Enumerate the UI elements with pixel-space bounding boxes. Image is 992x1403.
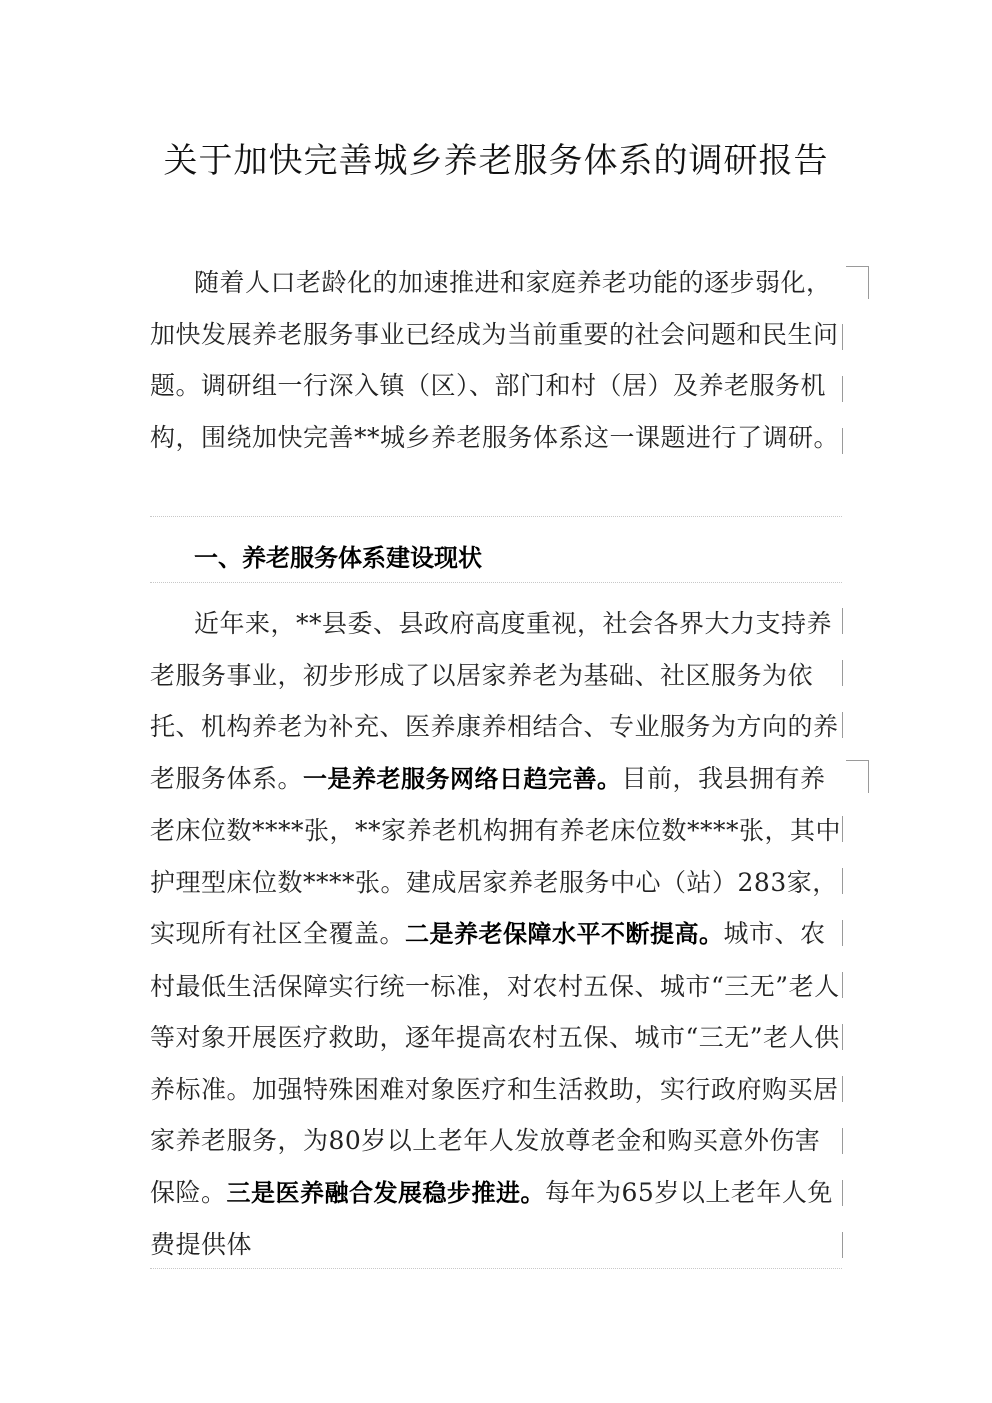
body-text: 每年为65岁以上老年人免费提供体 <box>150 1177 833 1259</box>
margin-bar <box>842 972 843 998</box>
divider <box>150 1268 842 1269</box>
section-paragraph <box>150 598 842 1271</box>
divider <box>150 516 842 517</box>
margin-bar <box>842 1180 843 1206</box>
margin-bar <box>842 712 843 738</box>
body-text: 城市、农村最低生活保障实行统一标准，对农村五保、城市“三无”老人等对象开展医疗救助，逐年提高农村五保、城市“三无”老人供养标准。加强特殊困难对象医疗和生活救助，实行政府购买居家养老服务，为80岁以上老年人发放尊老金和购买意外伤害保险。 <box>150 919 840 1207</box>
margin-bar <box>842 1232 843 1258</box>
bold-point-3: 三是医养融合发展稳步推进。 <box>226 1178 546 1207</box>
intro-paragraph <box>150 257 842 463</box>
bold-point-1: 一是养老服务网络日趋完善。 <box>303 764 622 793</box>
margin-bar <box>842 324 843 350</box>
body-text: 目前，我县拥有养老床位数****张，**家养老机构拥有养老床位数****张，其中护理型床位数****张。建成居家养老服务中心（站）283家，实现所有社区全覆盖。 <box>150 763 842 948</box>
margin-bar <box>842 608 843 634</box>
intro-text: 随着人口老龄化的加速推进和家庭养老功能的逐步弱化，加快发展养老服务事业已经成为当前重要的社会问题和民生问题。调研组一行深入镇（区）、部门和村（居）及养老服务机构，围绕加快完善**城乡养老服务体系这一课题进行了调研。 <box>150 268 840 452</box>
margin-bar <box>842 428 843 454</box>
margin-bar <box>842 660 843 686</box>
margin-bar <box>842 816 843 842</box>
section-heading: 一、养老服务体系建设现状 <box>194 544 482 572</box>
margin-bar <box>842 376 843 402</box>
margin-corner-mark <box>846 760 869 793</box>
bold-point-2: 二是养老保障水平不断提高。 <box>405 920 724 948</box>
margin-bar <box>842 868 843 894</box>
margin-bar <box>842 1076 843 1102</box>
document-title: 关于加快完善城乡养老服务体系的调研报告 <box>163 141 829 181</box>
body-text: 近年来，**县委、县政府高度重视，社会各界大力支持养老服务事业，初步形成了以居家养老为基础、社区服务为依托、机构养老为补充、医养康养相结合、专业服务为方向的养老服务体系。 <box>150 609 839 793</box>
divider <box>150 582 842 583</box>
margin-bar <box>842 920 843 946</box>
margin-corner-mark <box>846 266 869 299</box>
margin-bar <box>842 1024 843 1050</box>
margin-bar <box>842 1128 843 1154</box>
